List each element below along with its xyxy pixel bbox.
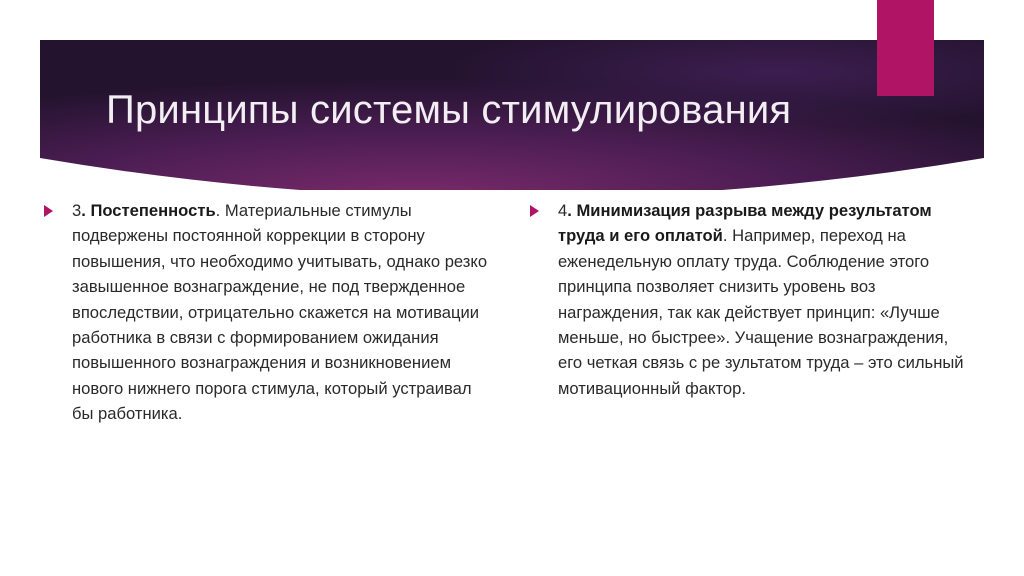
triangle-bullet-icon bbox=[44, 205, 53, 217]
bullet-heading: . Минимизация разрыва между результатом труда и его оплатой bbox=[558, 201, 932, 246]
bullet-body: . Например, переход на еженедельную оплату труда. Соблюдение этого принципа позволяет снизить уровень воз награждения, так как действует принцип: «Лучше меньше, но быстрее». Учащение вознаграждения, его четкая связь с ре зультатом труда – это сильный мотивационный фактор. bbox=[558, 226, 964, 398]
bullet-column-right bbox=[530, 198, 970, 401]
accent-rectangle bbox=[877, 0, 934, 96]
triangle-bullet-icon bbox=[530, 205, 539, 217]
bullet-item bbox=[530, 198, 970, 401]
bullet-text bbox=[72, 198, 494, 427]
bullet-body: . Материальные стимулы подвержены постоянной коррекции в сторону повышения, что необходимо учитывать, однако резко завышенное вознаграждение, не под твержденное впоследствии, отрицательно скажется на мотивации работника в связи с формированием ожидания повышенного вознаграждения и возникновением нового нижнего порога стимула, который устраивал бы работника. bbox=[72, 201, 488, 424]
bullet-heading: . Постепенность bbox=[81, 201, 216, 220]
bullet-text bbox=[558, 198, 970, 401]
bullet-item bbox=[44, 198, 494, 427]
slide-title: Принципы системы стимулирования bbox=[106, 88, 792, 132]
bullet-column-left bbox=[44, 198, 494, 427]
bullet-number: 3 bbox=[72, 201, 82, 220]
bullet-number: 4 bbox=[558, 201, 568, 220]
